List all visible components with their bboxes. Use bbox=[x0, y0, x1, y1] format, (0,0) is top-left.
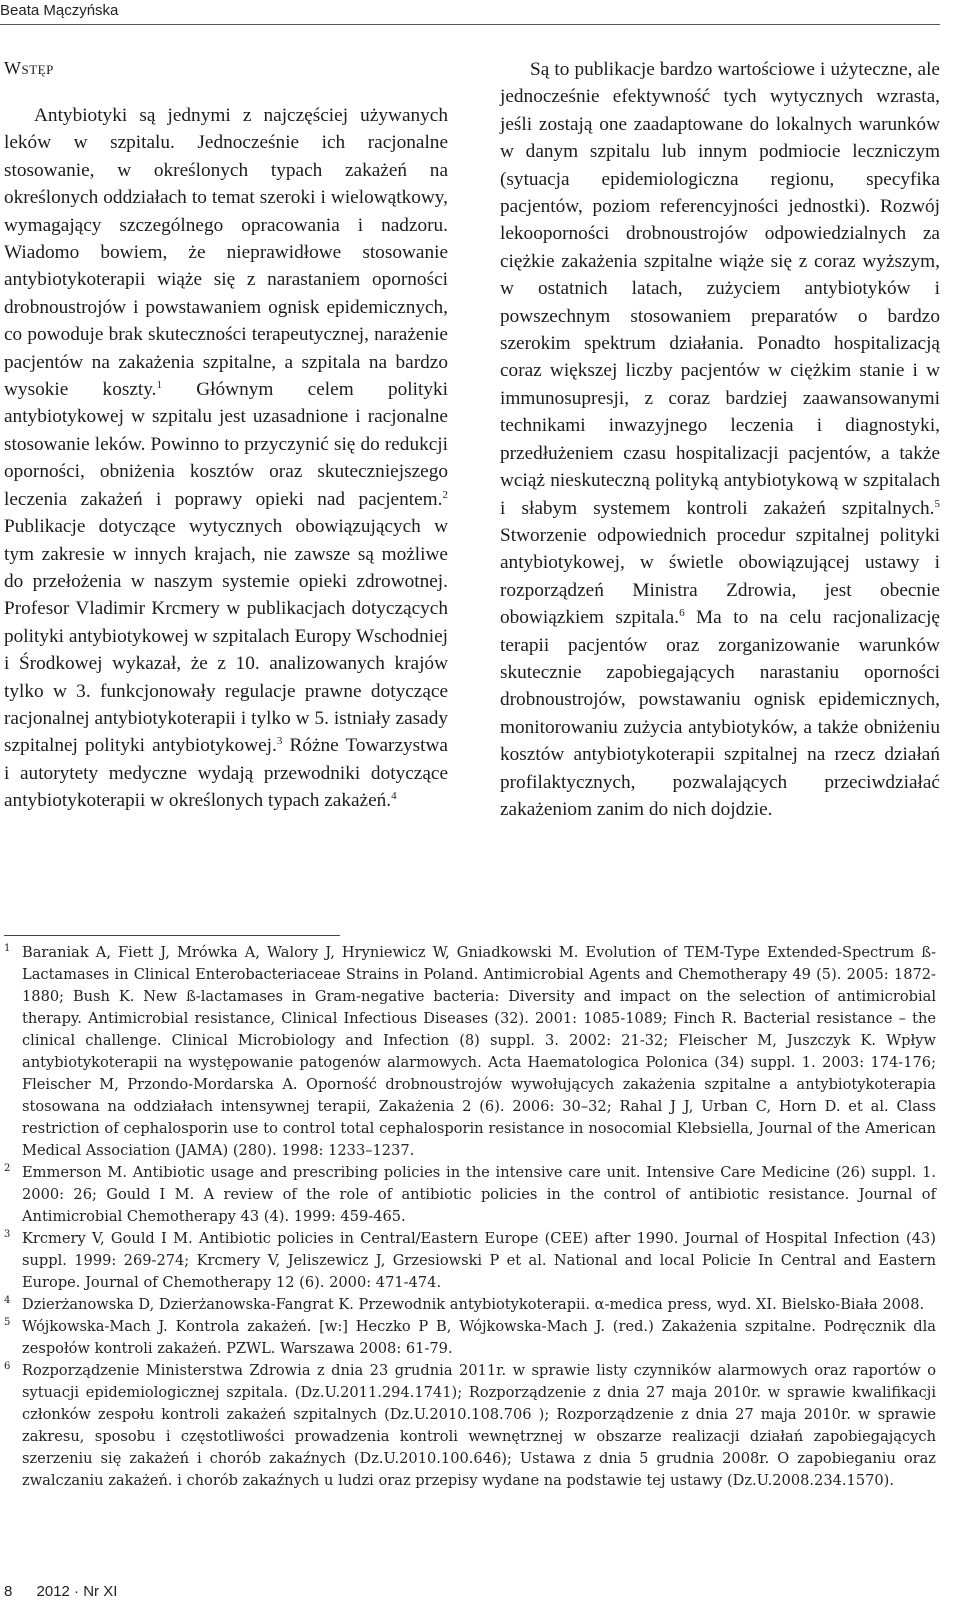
footnote-text: Baraniak A, Fiett J, Mrówka A, Walory J, Hryniewicz W, Gniadkowski M. Evolution of TEM-Type Extended-Spectrum ß-Lactamases in Clinical Enterobacteriaceae Strains in Poland. Antimicrobial Agents and Chemotherapy 49 (5). 2005: 1872-1880; Bush K. New ß-lactamases in Gram-negative bacteria: Diversity and impact on the selection of antimicrobial therapy. Antimicrobial resistance, Clinical Infectious Diseases (32). 2001: 1085-1089; Finch R. Bacterial resistance – the clinical challenge. Clinical Microbiology and Infection (8) suppl. 3. 2002: 21-32; Fleischer M, Juszczyk K. Wpływ antybiotykoterapii na występowanie patogenów alarmowych. Acta Haematologica Polonica (34) suppl. 1. 2003: 174-176; Fleischer M, Przondo-Mordarska A. Oporność drobnoustrojów wywołujących zakażenia szpitalne a antybiotykoterapia stosowana na oddziałach intensywnej terapii, Zakażenia 2 (6). 2006: 30–32; Rahal J J, Urban C, Horn D. et al. Class restriction of cephalosporin use to control total cephalosporin resistance in nosocomial Klebsiella, Journal of the American Medical Association (JAMA) (280). 1998: 1233–1237. bbox=[22, 944, 936, 1159]
footnote-ref[interactable]: 5 bbox=[934, 497, 940, 510]
footnote-ref[interactable]: 2 bbox=[442, 488, 448, 501]
footnote-number: 3 bbox=[4, 1229, 11, 1240]
body-text: Głównym celem polityki antybiotykowej w szpitalu jest uzasadnione i racjonalne stosowanie leków. Powinno to przyczynić się do redukcji oporności, obniżenia kosztów oraz skuteczniejszego leczenia zakażeń i poprawy opieki nad pacjentem. bbox=[4, 379, 448, 510]
footnote-item bbox=[4, 1316, 936, 1360]
footnote-item bbox=[4, 942, 936, 1162]
body-column-left bbox=[4, 102, 448, 815]
footnote-number: 4 bbox=[4, 1295, 11, 1306]
footnote-ref[interactable]: 6 bbox=[679, 607, 685, 620]
footnote-ref[interactable]: 3 bbox=[276, 735, 283, 748]
footnote-text: Krcmery V, Gould I M. Antibiotic policies in Central/Eastern Europe (CEE) after 1990. Journal of Hospital Infection (43) suppl. 1999: 269-274; Krcmery V, Jeliszewicz J, Grzesiowski P et al. National and local Policie In Central and Eastern Europe. Journal of Chemotherapy 12 (6). 2000: 471-474. bbox=[22, 1230, 936, 1291]
body-text: Różne Towarzystwa i autorytety medyczne wydają przewodniki dotyczące antybiotykoterapii w określonych typach zakażeń. bbox=[4, 735, 448, 812]
footnote-item bbox=[4, 1294, 936, 1316]
body-column-right bbox=[500, 56, 940, 823]
body-text: Publikacje dotyczące wytycznych obowiązujących w tym zakresie w innych krajach, nie zawsze są możliwe do przełożenia w naszym systemie opieki zdrowotnej. Profesor Vladimir Krcmery w publikacjach dotyczących polityki antybiotykowej w szpitalach Europy Wschodniej i Środkowej wykazał, że z 10. analizowanych krajów tylko w 3. funkcjonowały regulacje prawne dotyczące racjonalnej antybiotykoterapii i tylko w 5. istniały zasady szpitalnej polityki antybiotykowej. bbox=[4, 516, 448, 757]
body-text: Antybiotyki są jednymi z najczęściej używanych leków w szpitalu. Jednocześnie ich racjonalne stosowanie, w określonych typach zakażeń na określonych oddziałach to temat szeroki i wielowątkowy, wymagający szczególnego opracowania i nadzoru. Wiadomo bowiem, że nieprawidłowe stosowanie antybiotykoterapii wiąże się z narastaniem oporności drobnoustrojów i powstawaniem ognisk epidemicznych, co powoduje brak skuteczności terapeutycznej, narażenie pacjentów na zakażenia szpitalne, a szpitala na bardzo wysokie koszty. bbox=[4, 105, 448, 401]
section-heading: Wstęp bbox=[4, 58, 54, 78]
body-text: Są to publikacje bardzo wartościowe i użyteczne, ale jednocześnie efektywność tych wytycznych wzrasta, jeśli zostają one zaadaptowane do lokalnych warunków w danym szpitalu lub innym podmiocie leczniczym (sytuacja epidemiologiczna regionu, specyfika pacjentów, poziom referencyjności jednostki). Rozwój lekooporności drobnoustrojów odpowiedzialnych za ciężkie zakażenia szpitalne wiąże się z coraz wyższym, w ostatnich latach, zużyciem antybiotyków i powszechnym stosowaniem preparatów o bardzo szerokim spektrum działania. Ponadto hospitalizacją coraz większej liczby pacjentów w ciężkim stanie i w immunosupresji, z coraz bardziej zaawansowanymi technikami inwazyjnego leczenia i diagnostyki, przedłużeniem czasu hospitalizacji pacjentów, a także wciąż nieskuteczną polityką antybiotykową w szpitalach i słabym systemem kontroli zakażeń szpitalnych. bbox=[500, 59, 940, 519]
footnote-ref[interactable]: 4 bbox=[391, 790, 397, 803]
footnote-number: 6 bbox=[4, 1361, 11, 1372]
issue-label: 2012 · Nr XI bbox=[36, 1583, 118, 1600]
header-rule bbox=[0, 24, 940, 25]
footnote-text: Dzierżanowska D, Dzierżanowska-Fangrat K. Przewodnik antybiotykoterapii. α-medica press, wyd. XI. Bielsko-Biała 2008. bbox=[22, 1296, 925, 1313]
footnote-ref[interactable]: 1 bbox=[156, 379, 162, 392]
footnotes-list bbox=[4, 942, 936, 1492]
footnote-text: Emmerson M. Antibiotic usage and prescribing policies in the intensive care unit. Intensive Care Medicine (26) suppl. 1. 2000: 26; Gould I M. A review of the role of antibiotic policies in the control of antibiotic resistance. Journal of Antimicrobial Chemotherapy 43 (4). 1999: 459-465. bbox=[22, 1164, 936, 1225]
footnote-item bbox=[4, 1360, 936, 1492]
body-paragraph bbox=[500, 56, 940, 823]
page-footer bbox=[4, 1583, 117, 1600]
footnote-number: 5 bbox=[4, 1317, 11, 1328]
footnote-number: 1 bbox=[4, 943, 11, 954]
footnote-item bbox=[4, 1228, 936, 1294]
footnote-text: Wójkowska-Mach J. Kontrola zakażeń. [w:] Heczko P B, Wójkowska-Mach J. (red.) Zakażenia szpitalne. Podręcznik dla zespołów kontroli zakażeń. PZWL. Warszawa 2008: 61-79. bbox=[22, 1318, 936, 1357]
footnote-item bbox=[4, 1162, 936, 1228]
body-paragraph bbox=[4, 102, 448, 815]
running-head-author: Beata Mączyńska bbox=[0, 2, 119, 19]
footnote-separator bbox=[4, 935, 340, 936]
body-text: Ma to na celu racjonalizację terapii pacjentów oraz zorganizowanie warunków skutecznie zapobiegających narastaniu oporności drobnoustrojów, powstawaniu ognisk epidemicznych, monitorowaniu zużycia antybiotyków, a także obniżeniu kosztów antybiotykoterapii szpitalnej na rzecz działań profilaktycznych, pozwalających przeciwdziałać zakażeniom zanim do nich dojdzie. bbox=[500, 607, 940, 820]
body-text: Stworzenie odpowiednich procedur szpitalnej polityki antybiotykowej, w świetle obowiązującej ustawy i rozporządzeń Ministra Zdrowia, jest obecnie obowiązkiem szpitala. bbox=[500, 524, 940, 629]
footnote-text: Rozporządzenie Ministerstwa Zdrowia z dnia 23 grudnia 2011r. w sprawie listy czynników alarmowych oraz raportów o sytuacji epidemiologicznej szpitala. (Dz.U.2011.294.1741); Rozporządzenie z dnia 27 maja 2010r. w sprawie kwalifikacji członków zespołu kontroli zakażeń szpitalnych (Dz.U.2010.108.706 ); Rozporządzenie z dnia 27 maja 2010r. w sprawie zakresu, sposobu i częstotliwości prowadzenia kontroli wewnętrznej w obszarze realizacji działań zapobiegających szerzeniu się zakażeń i chorób zakaźnych (Dz.U.2010.100.646); Ustawa z dnia 5 grudnia 2008r. O zapobieganiu oraz zwalczaniu zakażeń. i chorób zakaźnych u ludzi oraz przepisy wydane na podstawie tej ustawy (Dz.U.2008.234.1570). bbox=[22, 1362, 936, 1489]
page-number: 8 bbox=[4, 1583, 13, 1600]
footnote-number: 2 bbox=[4, 1163, 11, 1174]
